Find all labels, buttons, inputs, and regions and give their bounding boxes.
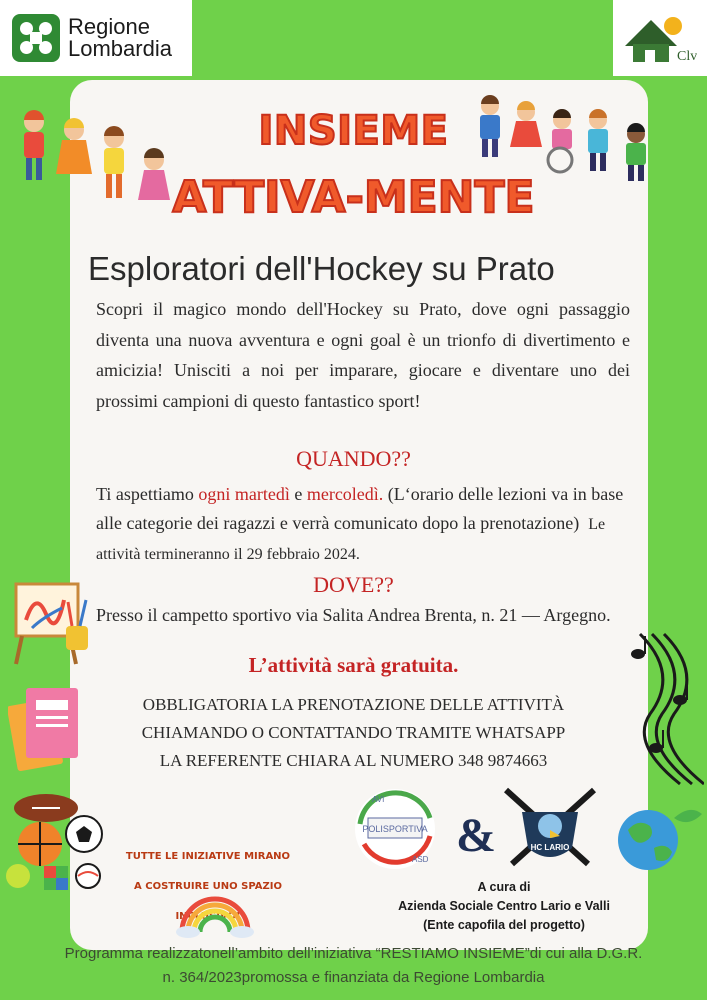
when-text-part1: Ti aspettiamo (96, 484, 199, 504)
free-activity-note: L’attività sarà gratuita. (248, 653, 459, 677)
booking-line3: LA REFERENTE CHIARA AL NUMERO 348 9874663 (159, 751, 548, 770)
when-day1: ogni martedì (198, 484, 290, 504)
intro-paragraph: Scopri il magico mondo dell'Hockey su Prato, dove ogni passaggio diventa una nuova avventura e ogni goal è un trionfo di divertimento e amicizia! Unisciti a noi per imparare, giocare e diventare uno dei prossimi campioni di questo fantastico sport! (96, 299, 630, 411)
notebooks-icon (8, 684, 84, 776)
regione-lombardia-logo (0, 0, 192, 76)
regione-lombardia-icon (12, 14, 60, 62)
inclusive-line1: TUTTE LE INIZIATIVE MIRANO (125, 851, 291, 862)
curated-line3: (Ente capofila del progetto) (423, 918, 585, 932)
curated-line1: A cura di (477, 880, 531, 894)
when-paragraph (96, 480, 636, 569)
hc-lario-logo-text: HC LARIO (530, 843, 570, 852)
curated-line2: Azienda Sociale Centro Lario e Valli (398, 899, 610, 913)
globe-icon (614, 800, 704, 874)
where-paragraph: Presso il campetto sportivo via Salita Andrea Brenta, n. 21 — Argegno. (96, 605, 611, 625)
when-title: QUANDO?? (296, 446, 411, 471)
footer-line1: Programma realizzatonell’ambito dell’iniziativa “RESTIAMO INSIEME”di cui alla D.G.R. (64, 945, 643, 962)
easel-palette-icon (10, 580, 94, 666)
curated-by (372, 878, 636, 935)
ampersand: & (456, 809, 496, 862)
poster-title-line1: INSIEME (258, 108, 449, 154)
when-end-date: Le attività termineranno il 29 febbraio 2024. (96, 516, 606, 563)
azienda-logo-text: Clv (677, 49, 697, 64)
polisportiva-top-text: AVI (372, 795, 385, 804)
booking-line2: CHIAMANDO O CONTATTANDO TRAMITE WHATSAPP (141, 723, 566, 742)
polisportiva-logo (350, 784, 440, 874)
music-notes-icon (620, 630, 704, 790)
azienda-logo (613, 0, 707, 76)
hc-lario-logo (500, 784, 600, 874)
when-text-part2: (L‘orario delle lezioni va in base alle categorie dei ragazzi e verrà comunicato dopo la prenotazione) (96, 484, 624, 533)
booking-info (0, 691, 707, 775)
polisportiva-bottom-text: ASD (412, 855, 429, 864)
where-title: DOVE?? (313, 572, 394, 597)
when-day2: mercoledì. (306, 484, 384, 504)
regione-line1: Regione (68, 14, 150, 39)
footer-note (0, 942, 707, 990)
regione-line2: Lombardia (68, 36, 172, 61)
rainbow-icon (176, 892, 254, 938)
booking-line1: OBBLIGATORIA LA PRENOTAZIONE DELLE ATTIVITÀ (142, 695, 565, 714)
polisportiva-logo-text: POLISPORTIVA (362, 824, 428, 834)
footer-line2: n. 364/2023promossa e finanziata da Regione Lombardia (162, 969, 545, 986)
when-and: e (289, 484, 307, 504)
inclusive-line2: A COSTRUIRE UNO SPAZIO INCLUSIVO! (134, 881, 282, 922)
poster-heading: Esploratori dell'Hockey su Prato (88, 250, 555, 287)
sports-balls-icon (4, 790, 108, 894)
azienda-house-icon (621, 10, 697, 66)
poster-title-line2: ATTIVA-MENTE (172, 172, 535, 223)
